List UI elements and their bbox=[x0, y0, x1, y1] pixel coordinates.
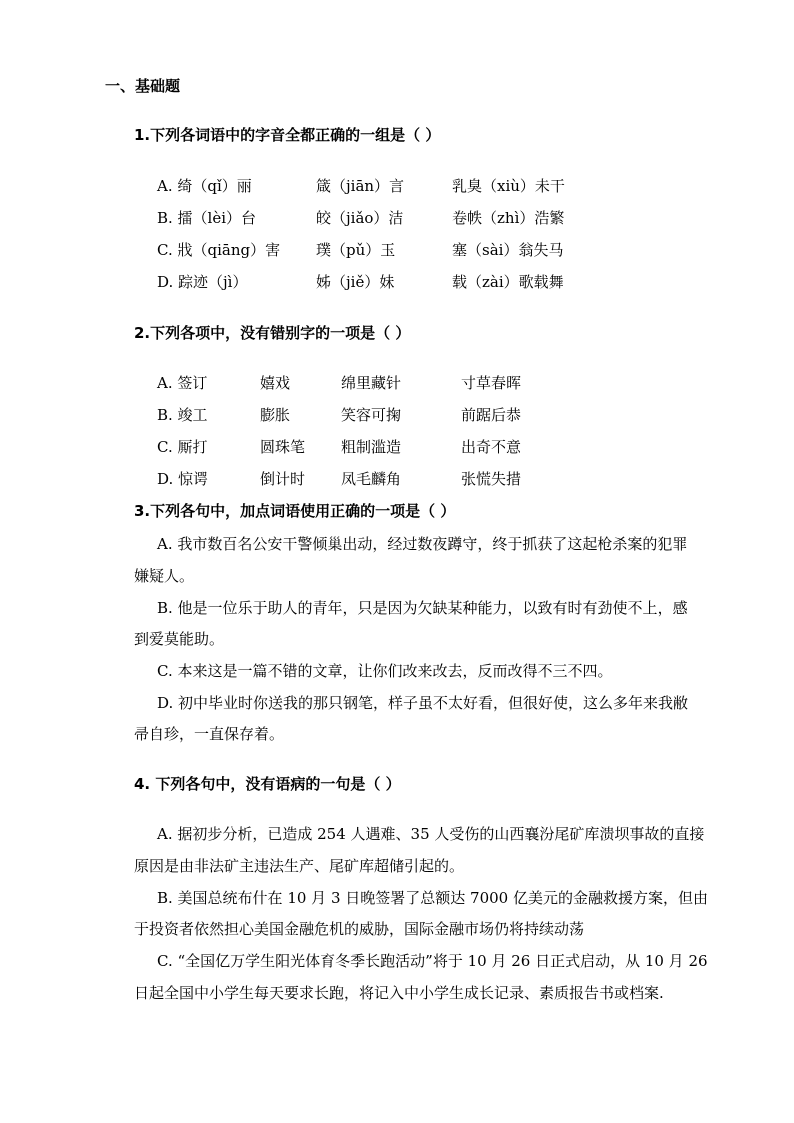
q3-option-b-line1: B. 他是一位乐于助人的青年，只是因为欠缺某种能力，以致有时有劲使不上，感 bbox=[157, 599, 688, 617]
q3-option-d-line2: 帚自珍，一直保存着。 bbox=[134, 725, 285, 743]
q2-option-b-col3: 笑容可掬 bbox=[341, 406, 402, 424]
q1-option-d-col2: 姊（jiě）妹 bbox=[316, 273, 395, 291]
q1-option-d-col1: D. 踪迹（jì） bbox=[157, 273, 248, 291]
q2-option-c-col4: 出奇不意 bbox=[461, 438, 522, 456]
q1-option-a-col2: 箴（jiān）言 bbox=[316, 177, 405, 195]
q3-option-a-line1: A. 我市数百名公安干警倾巢出动，经过数夜蹲守，终于抓获了这起枪杀案的犯罪 bbox=[157, 535, 688, 553]
q3-option-b-line2: 到爱莫能助。 bbox=[134, 630, 225, 648]
q4-option-a-line2: 原因是由非法矿主违法生产、尾矿库超储引起的。 bbox=[134, 857, 465, 875]
q3-option-c-line1: C. 本来这是一篇不错的文章，让你们改来改去，反而改得不三不四。 bbox=[157, 662, 613, 680]
section-title: 一、基础题 bbox=[105, 77, 181, 95]
q3-option-d-line1: D. 初中毕业时你送我的那只钢笔，样子虽不太好看，但很好使，这么多年来我敝 bbox=[157, 694, 689, 712]
q2-option-b-col2: 膨胀 bbox=[260, 406, 291, 424]
q1-option-d-col3: 载（zài）歌载舞 bbox=[452, 273, 564, 291]
q2-option-d-col4: 张慌失措 bbox=[461, 470, 522, 488]
q4-option-c-line1: C. “全国亿万学生阳光体育冬季长跑活动”将于 10 月 26 日正式启动，从 10 月 26 bbox=[157, 952, 708, 970]
q1-option-c-col2: 璞（pǔ）玉 bbox=[316, 241, 396, 259]
q1-option-c-col3: 塞（sài）翁失马 bbox=[452, 241, 564, 259]
q2-option-a-col2: 嬉戏 bbox=[260, 374, 291, 392]
question-2-title: 2.下列各项中，没有错别字的一项是（ ） bbox=[134, 324, 411, 342]
q4-option-b-line1: B. 美国总统布什在 10 月 3 日晚签署了总额达 7000 亿美元的金融救援方案，但由 bbox=[157, 889, 708, 907]
q2-option-d-col3: 凤毛麟角 bbox=[341, 470, 402, 488]
q2-option-c-col3: 粗制滥造 bbox=[341, 438, 402, 456]
q1-option-b-col2: 皎（jiǎo）洁 bbox=[316, 209, 404, 227]
q2-option-c-col1: C. 厮打 bbox=[157, 438, 208, 456]
question-1-title: 1.下列各词语中的字音全都正确的一组是（ ） bbox=[134, 126, 441, 144]
q1-option-c-col1: C. 戕（qiāng）害 bbox=[157, 241, 281, 259]
q1-option-a-col1: A. 绮（qǐ）丽 bbox=[157, 177, 252, 195]
q1-option-b-col1: B. 擂（lèi）台 bbox=[157, 209, 257, 227]
q4-option-c-line2: 日起全国中小学生每天要求长跑，将记入中小学生成长记录、素质报告书或档案. bbox=[134, 984, 664, 1002]
q1-option-a-col3: 乳臭（xiù）未干 bbox=[452, 177, 565, 195]
question-4-title: 4. 下列各句中，没有语病的一句是（ ） bbox=[134, 775, 401, 793]
q2-option-b-col1: B. 竣工 bbox=[157, 406, 208, 424]
q4-option-a-line1: A. 据初步分析，已造成 254 人遇难、35 人受伤的山西襄汾尾矿库溃坝事故的直接 bbox=[157, 825, 705, 843]
q1-option-b-col3: 卷帙（zhì）浩繁 bbox=[452, 209, 565, 227]
question-3-title: 3.下列各句中，加点词语使用正确的一项是（ ） bbox=[134, 502, 456, 520]
q2-option-c-col2: 圆珠笔 bbox=[260, 438, 306, 456]
q2-option-d-col1: D. 惊谔 bbox=[157, 470, 209, 488]
q2-option-a-col1: A. 签订 bbox=[157, 374, 208, 392]
q3-option-a-line2: 嫌疑人。 bbox=[134, 567, 195, 585]
q2-option-b-col4: 前踞后恭 bbox=[461, 406, 522, 424]
q2-option-a-col3: 绵里藏针 bbox=[341, 374, 402, 392]
q2-option-d-col2: 倒计时 bbox=[260, 470, 306, 488]
q2-option-a-col4: 寸草春晖 bbox=[461, 374, 522, 392]
q4-option-b-line2: 于投资者依然担心美国金融危机的威胁，国际金融市场仍将持续动荡 bbox=[134, 920, 585, 938]
